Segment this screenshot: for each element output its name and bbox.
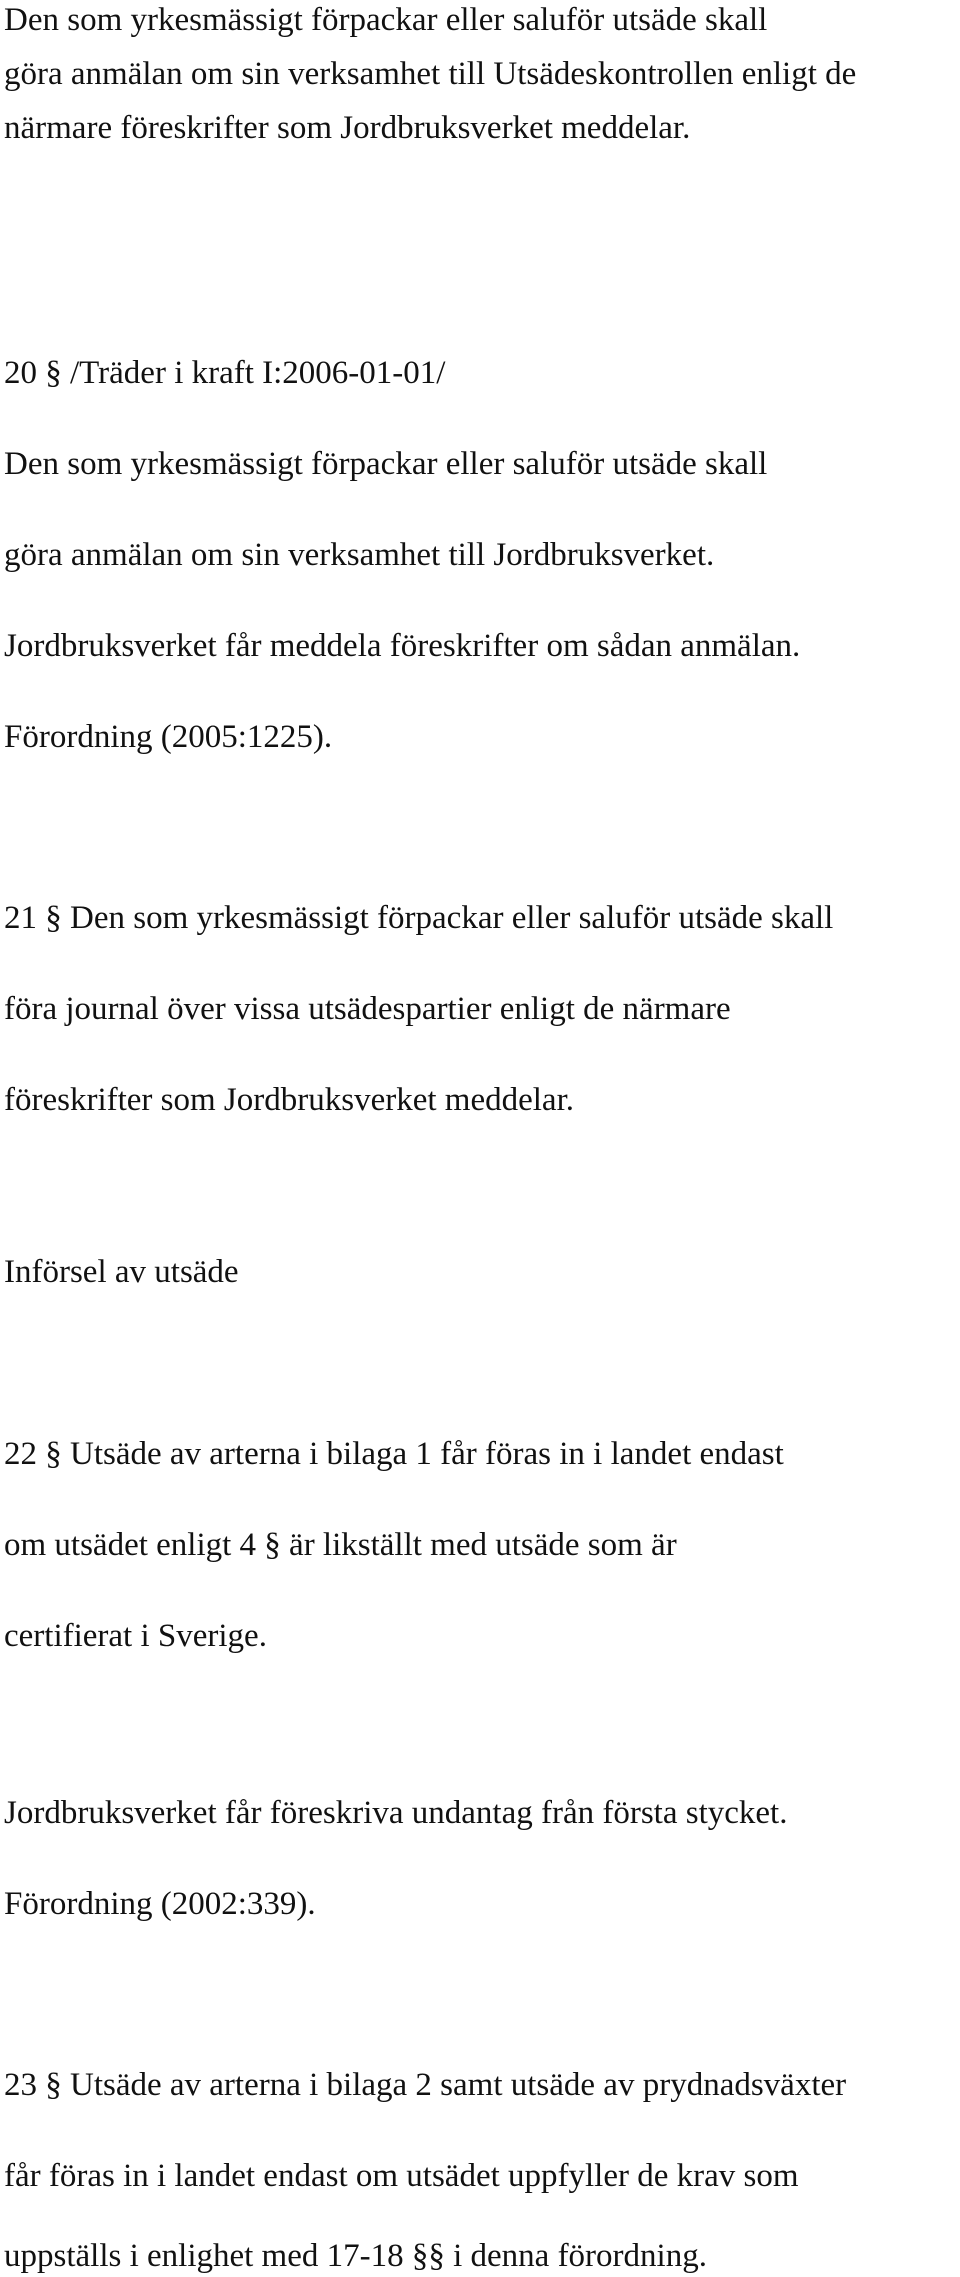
text-line: Jordbruksverket får meddela föreskrifter om sådan anmälan. — [4, 628, 801, 664]
text-line: certifierat i Sverige. — [4, 1618, 267, 1654]
text-line: närmare föreskrifter som Jordbruksverket meddelar. — [4, 110, 691, 146]
section-heading-20: 20 § /Träder i kraft I:2006-01-01/ — [4, 355, 446, 391]
text-line: Den som yrkesmässigt förpackar eller saluför utsäde skall — [4, 2, 768, 38]
text-line: göra anmälan om sin verksamhet till Utsädeskontrollen enligt de — [4, 56, 857, 92]
subheading-införsel: Införsel av utsäde — [4, 1254, 239, 1290]
text-line: om utsädet enligt 4 § är likställt med utsäde som är — [4, 1527, 677, 1563]
text-line: Den som yrkesmässigt förpackar eller saluför utsäde skall — [4, 446, 768, 482]
text-line: göra anmälan om sin verksamhet till Jordbruksverket. — [4, 537, 715, 573]
text-line: föra journal över vissa utsädespartier enligt de närmare — [4, 991, 731, 1027]
section-23-line: 23 § Utsäde av arterna i bilaga 2 samt utsäde av prydnadsväxter — [4, 2067, 847, 2103]
text-line: föreskrifter som Jordbruksverket meddelar. — [4, 1082, 574, 1118]
section-22-line: 22 § Utsäde av arterna i bilaga 1 får föras in i landet endast — [4, 1436, 784, 1472]
text-line: Förordning (2005:1225). — [4, 719, 333, 755]
text-line: får föras in i landet endast om utsädet uppfyller de krav som — [4, 2158, 799, 2194]
text-line: Förordning (2002:339). — [4, 1886, 316, 1922]
text-line: uppställs i enlighet med 17-18 §§ i denna förordning. — [4, 2238, 707, 2274]
section-21-line: 21 § Den som yrkesmässigt förpackar eller saluför utsäde skall — [4, 900, 834, 936]
text-line: Jordbruksverket får föreskriva undantag från första stycket. — [4, 1795, 788, 1831]
